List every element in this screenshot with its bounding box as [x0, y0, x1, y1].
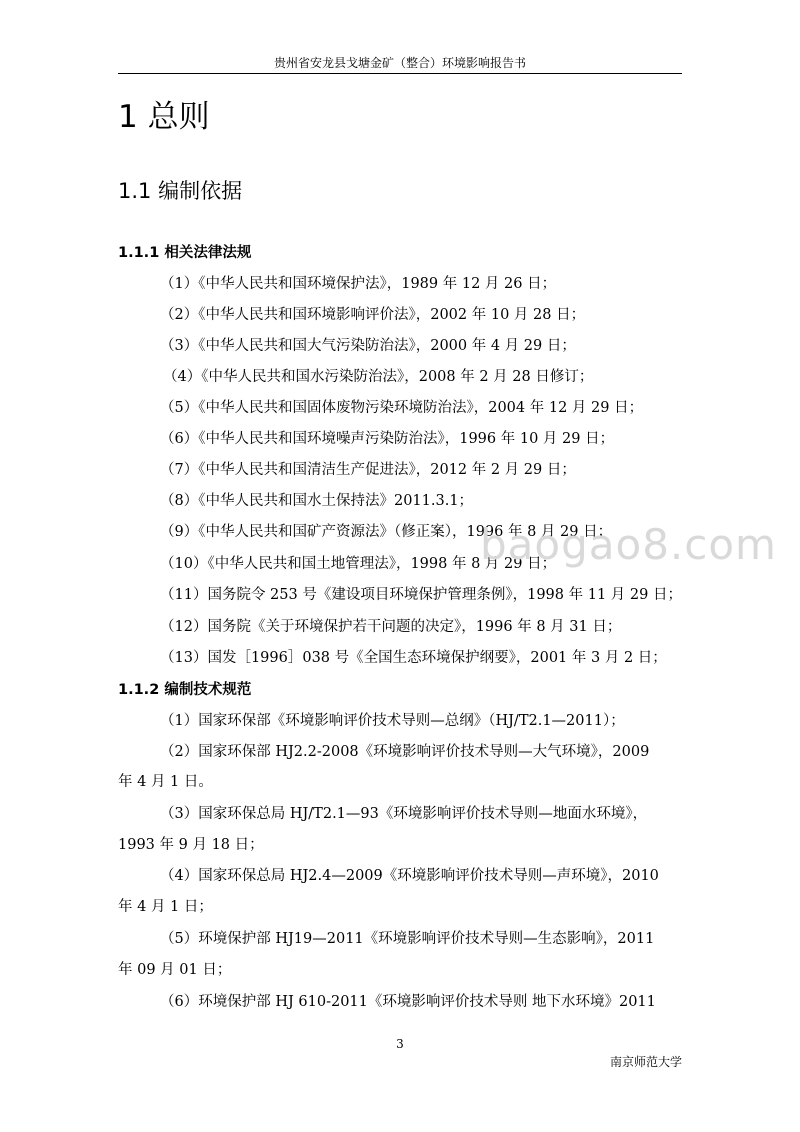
law-item-6: （6）《中华人民共和国环境噪声污染防治法》，1996 年 10 月 29 日； — [160, 431, 615, 447]
footer-organization: 南京师范大学 — [609, 1055, 682, 1069]
standard-item-4-continued: 年 4 月 1 日； — [118, 899, 213, 915]
law-item-12: （12）国务院《关于环境保护若干问题的决定》，1996 年 8 月 31 日； — [160, 619, 622, 635]
law-item-3: （3）《中华人民共和国大气污染防治法》，2000 年 4 月 29 日； — [160, 338, 576, 354]
standard-item-5-continued: 年 09 月 01 日； — [118, 962, 232, 978]
law-item-1: （1）《中华人民共和国环境保护法》，1989 年 12 月 26 日； — [160, 276, 557, 292]
law-item-11: （11）国务院令 253 号《建设项目环境保护管理条例》，1998 年 11 月 29 日； — [160, 587, 682, 603]
law-item-9: （9）《中华人民共和国矿产资源法》（修正案），1996 年 8 月 29 日； — [160, 524, 613, 540]
standard-item-5: （5）环境保护部 HJ19—2011《环境影响评价技术导则—生态影响》，2011 — [160, 931, 655, 947]
law-item-5: （5）《中华人民共和国固体废物污染环境防治法》，2004 年 12 月 29 日； — [160, 400, 644, 416]
page-number: 3 — [396, 1037, 404, 1051]
standard-item-2: （2）国家环保部 HJ2.2-2008《环境影响评价技术导则—大气环境》，2009 — [160, 744, 650, 760]
standard-item-3-continued: 1993 年 9 月 18 日； — [118, 837, 264, 853]
standard-item-1: （1）国家环保部《环境影响评价技术导则—总纲》（HJ/T2.1—2011）； — [160, 713, 625, 729]
law-item-8: （8）《中华人民共和国水土保持法》2011.3.1； — [160, 493, 474, 509]
running-header: 贵州省安龙县戈塘金矿（整合）环境影响报告书 — [273, 56, 526, 70]
section-title: 1.1 编制依据 — [118, 179, 243, 203]
law-item-7: （7）《中华人民共和国清洁生产促进法》，2012 年 2 月 29 日； — [160, 462, 576, 478]
law-item-13: （13）国发［1996］038 号《全国生态环境保护纲要》，2001 年 3 月 2 日； — [160, 650, 667, 666]
chapter-title: 1 总则 — [118, 99, 210, 135]
standard-item-3: （3）国家环保总局 HJ/T2.1—93《环境影响评价技术导则—地面水环境》， — [160, 806, 648, 822]
law-item-4: （4）《中华人民共和国水污染防治法》，2008 年 2 月 28 日修订； — [163, 369, 594, 385]
standard-item-6: （6）环境保护部 HJ 610-2011《环境影响评价技术导则 地下水环境》2011 — [160, 994, 656, 1010]
law-item-10: （10）《中华人民共和国土地管理法》，1998 年 8 月 29 日； — [160, 556, 557, 572]
watermark: baogao8.com — [480, 520, 777, 569]
header-rule — [118, 73, 682, 74]
standard-item-4: （4）国家环保总局 HJ2.4—2009《环境影响评价技术导则—声环境》，2010 — [160, 868, 659, 884]
law-item-2: （2）《中华人民共和国环境影响评价法》，2002 年 10 月 28 日； — [160, 307, 586, 323]
standard-item-2-continued: 年 4 月 1 日。 — [118, 774, 213, 790]
subsection-title-laws: 1.1.1 相关法律法规 — [118, 245, 252, 261]
subsection-title-standards: 1.1.2 编制技术规范 — [118, 682, 252, 698]
